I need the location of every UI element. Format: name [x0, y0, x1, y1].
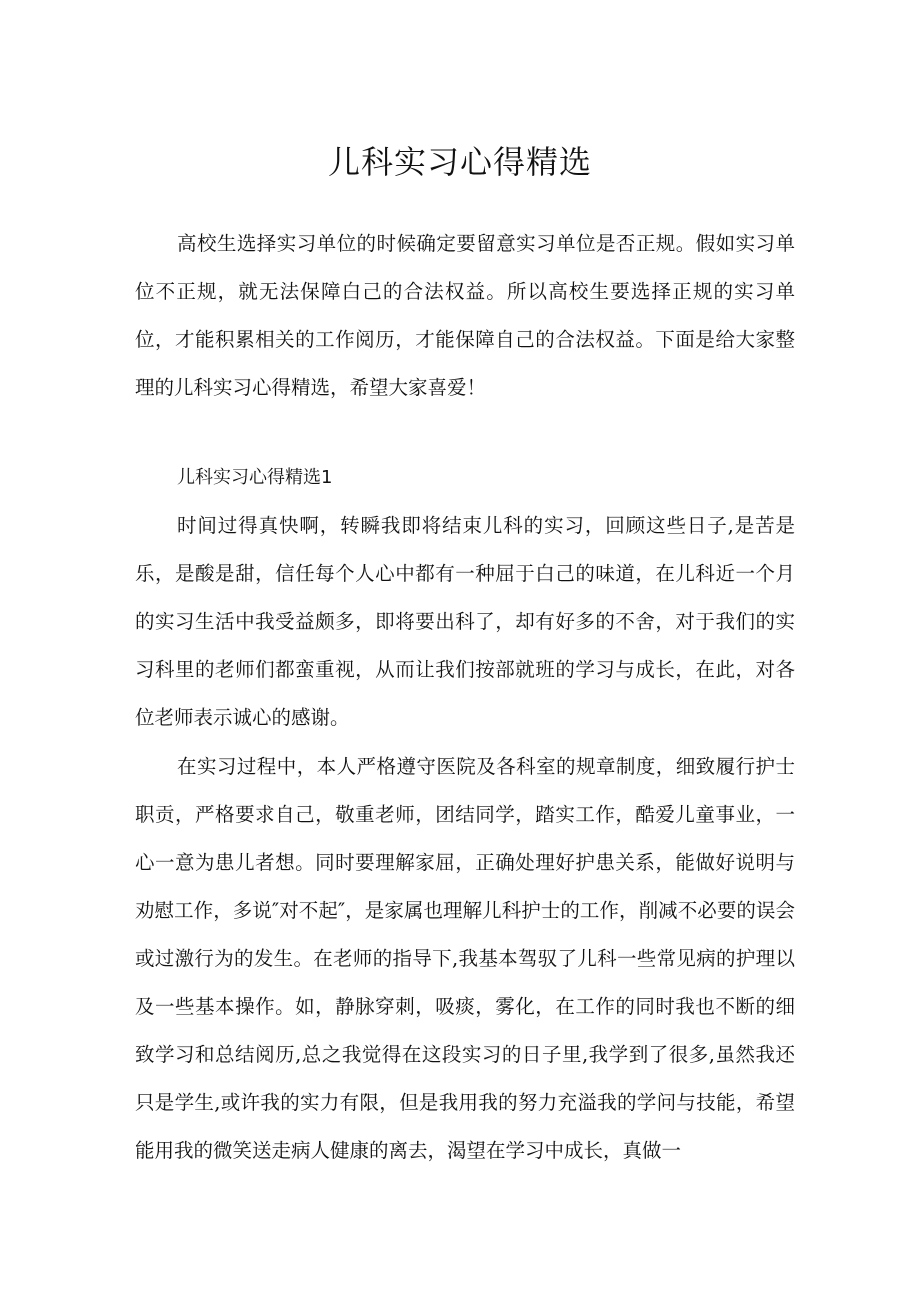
document-title: 儿科实习心得精选: [327, 143, 592, 181]
body-paragraph-1: 时间过得真快啊，转瞬我即将结束儿科的实习，回顾这些日子,是苦是乐，是酸是甜，信任每个人心中都有一种屈于白己的味道，在儿科近一个月的实习生活中我受益颇多，即将要出科了，却有好多的不舍，对于我们的实习科里的老师们都蛮重视，从而让我们按部就班的学习与成长，在此，对各位老师表示诚心的感谢。: [135, 514, 795, 729]
intro-paragraph: 高校生选择实习单位的时候确定要留意实习单位是否正规。假如实习单位不正规，就无法保障白己的合法权益。所以高校生要选择正规的实习单位，才能积累相关的工作阅历，才能保障自己的合法权益。下面是给大家整理的儿科实习心得精选，希望大家喜爱！: [135, 232, 795, 399]
body-paragraph-2: 在实习过程中，本人严格遵守医院及各科室的规章制度，细致履行护士职贡，严格要求自己，敬重老师，团结同学，踏实工作，酷爱儿童事业，一心一意为患儿者想。同时要理解家屈，正确处理好护患关系，能做好说明与劝慰工作，多说″对不起″，是家属也理解儿科护士的工作，削减不必要的误会或过激行为的发生。在老师的指导下,我基本驾驭了儿科一些常见病的护理以及一些基本操作。如，静脉穿刺，吸痰，雾化，在工作的同时我也不断的细致学习和总结阅历,总之我觉得在这段实习的日子里,我学到了很多,虽然我还只是学生,或许我的实力有限，但是我用我的努力充溢我的学问与技能，希望能用我的微笑送走病人健康的离去，渴望在学习中成长，真做一: [135, 755, 795, 1162]
section-heading: 儿科实习心得精选1: [177, 467, 333, 488]
